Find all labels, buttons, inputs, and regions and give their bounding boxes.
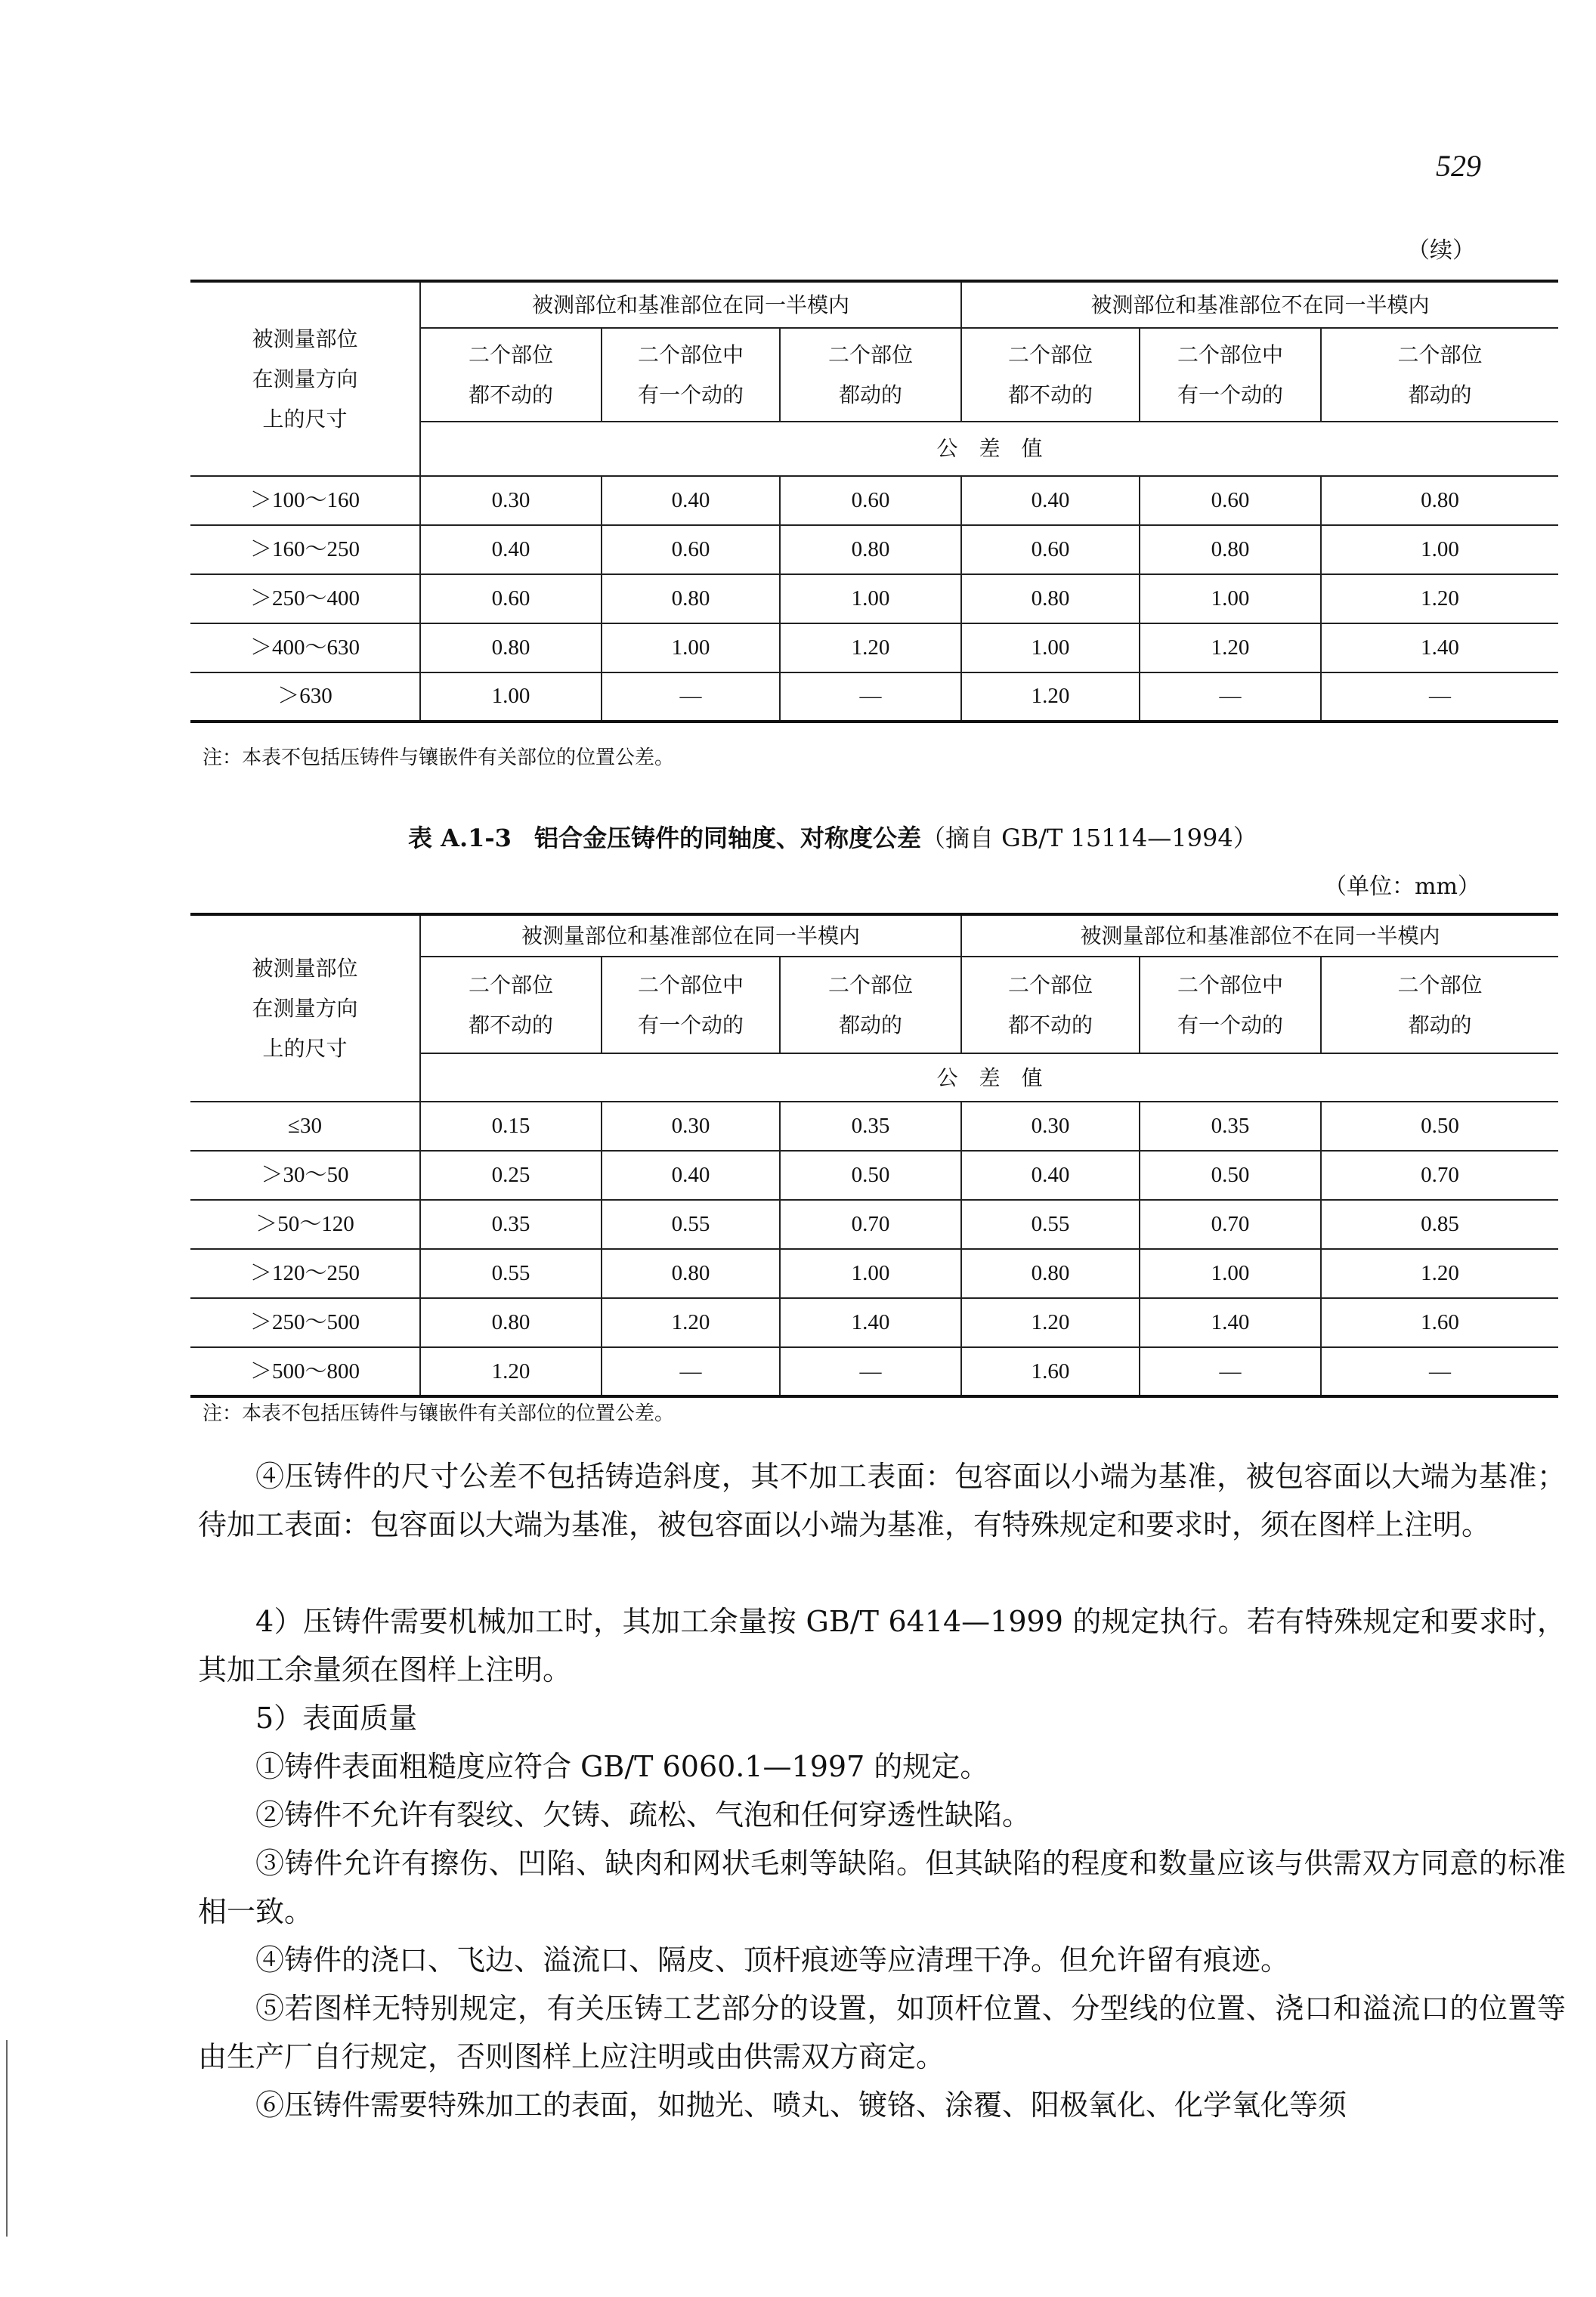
tolerance-value-cell: 0.40 xyxy=(420,525,602,574)
tolerance-value-cell: 1.40 xyxy=(1321,623,1558,672)
tolerance-value-cell: 0.25 xyxy=(420,1151,602,1200)
tolerance-value-cell: 0.60 xyxy=(780,476,961,525)
row-header-cell xyxy=(190,914,420,1102)
tolerance-value-cell: 1.20 xyxy=(602,1298,780,1347)
table-body xyxy=(190,1102,1558,1396)
sub-header-cell: 二个部位 都不动的 xyxy=(961,957,1140,1053)
table-row xyxy=(190,672,1558,722)
size-range-cell: ＞100～160 xyxy=(190,476,420,525)
tolerance-value-cell: 1.00 xyxy=(602,623,780,672)
tolerance-value-cell: 0.60 xyxy=(1140,476,1321,525)
table-row xyxy=(190,1102,1558,1151)
table-row xyxy=(190,1249,1558,1298)
table-row xyxy=(190,1298,1558,1347)
tolerance-value-cell: 0.40 xyxy=(961,476,1140,525)
group-header-different-half: 被测量部位和基准部位不在同一半模内 xyxy=(961,914,1558,957)
row-header-line: 在测量方向 xyxy=(252,996,358,1021)
tolerance-value-cell: 0.35 xyxy=(780,1102,961,1151)
tolerance-value-cell: 1.20 xyxy=(1321,574,1558,623)
tolerance-value-cell: — xyxy=(602,672,780,722)
tolerance-value-cell: 0.60 xyxy=(420,574,602,623)
tolerance-value-cell: 1.40 xyxy=(1140,1298,1321,1347)
tolerance-value-cell: — xyxy=(1321,672,1558,722)
table-row xyxy=(190,1347,1558,1396)
table-row xyxy=(190,574,1558,623)
sub-header-cell: 二个部位 都不动的 xyxy=(961,328,1140,422)
tolerance-value-cell: — xyxy=(1140,1347,1321,1396)
sub-header-cell: 二个部位 都动的 xyxy=(1321,957,1558,1053)
table-note: 注：本表不包括压铸件与镶嵌件有关部位的位置公差。 xyxy=(203,1402,675,1425)
tolerance-value-cell: 0.40 xyxy=(961,1151,1140,1200)
paragraph-item-6: ⑥压铸件需要特殊加工的表面，如抛光、喷丸、镀铬、涂覆、阳极氧化、化学氧化等须 xyxy=(255,2088,1347,2122)
table-continued-label: （续） xyxy=(1407,237,1475,264)
tolerance-value-cell: 0.30 xyxy=(602,1102,780,1151)
tolerance-value-cell: 0.70 xyxy=(1321,1151,1558,1200)
row-header-line: 上的尺寸 xyxy=(262,407,348,432)
sub-header-cell: 二个部位中 有一个动的 xyxy=(602,328,780,422)
sub-header-cell: 二个部位中 有一个动的 xyxy=(1140,957,1321,1053)
tolerance-value-cell: 1.00 xyxy=(1321,525,1558,574)
tolerance-value-cell: 1.20 xyxy=(961,672,1140,722)
sub-header-cell: 二个部位 都动的 xyxy=(780,957,961,1053)
tolerance-value-cell: 0.80 xyxy=(961,574,1140,623)
sub-header-cell: 二个部位 都动的 xyxy=(780,328,961,422)
tolerance-value-cell: 0.35 xyxy=(1140,1102,1321,1151)
tolerance-value-cell: 1.20 xyxy=(780,623,961,672)
tolerance-value-cell: 1.20 xyxy=(420,1347,602,1396)
tolerance-value-cell: 0.30 xyxy=(961,1102,1140,1151)
table-number: 表 A.1-3 xyxy=(408,824,512,852)
table-title xyxy=(408,819,1257,854)
row-header-line: 上的尺寸 xyxy=(262,1036,348,1062)
section-heading-surface-quality: 5）表面质量 xyxy=(255,1702,418,1735)
table-unit: （单位：mm） xyxy=(1324,873,1480,900)
tolerance-value-cell: — xyxy=(780,1347,961,1396)
coaxiality-symmetry-tolerance-table xyxy=(190,913,1558,1398)
tolerance-value-cell: 0.40 xyxy=(602,1151,780,1200)
tolerance-value-cell: 1.60 xyxy=(1321,1298,1558,1347)
sub-header-cell: 二个部位 都动的 xyxy=(1321,328,1558,422)
size-range-cell: ＞250～500 xyxy=(190,1298,420,1347)
paragraph-machining-allowance: 4）压铸件需要机械加工时，其加工余量按 GB/T 6414—1999 的规定执行。若有特殊规定和要求时，其加工余量须在图样上注明。 xyxy=(198,1605,1566,1686)
tolerance-value-cell: 0.70 xyxy=(1140,1200,1321,1249)
tolerance-value-cell: 1.00 xyxy=(780,574,961,623)
tolerance-value-cell: 0.85 xyxy=(1321,1200,1558,1249)
tolerance-value-cell: 0.50 xyxy=(780,1151,961,1200)
size-range-cell: ＞400～630 xyxy=(190,623,420,672)
tolerance-value-cell: 0.80 xyxy=(420,1298,602,1347)
size-range-cell: ＞250～400 xyxy=(190,574,420,623)
tolerance-table-continued xyxy=(190,280,1558,723)
size-range-cell: ＞50～120 xyxy=(190,1200,420,1249)
tolerance-value-cell: 1.60 xyxy=(961,1347,1140,1396)
paragraph-draft-angle: ④压铸件的尺寸公差不包括铸造斜度，其不加工表面：包容面以小端为基准，被包容面以大端为基准；待加工表面：包容面以大端为基准，被包容面以小端为基准，有特殊规定和要求时，须在图样上注明。 xyxy=(198,1460,1566,1541)
table-row xyxy=(190,476,1558,525)
tolerance-value-cell: 0.50 xyxy=(1321,1102,1558,1151)
group-header-same-half: 被测部位和基准部位在同一半模内 xyxy=(420,281,961,328)
tolerance-value-cell: — xyxy=(1321,1347,1558,1396)
tolerance-value-cell: 0.80 xyxy=(420,623,602,672)
tolerance-value-cell: 0.80 xyxy=(602,1249,780,1298)
tolerance-value-cell: 1.20 xyxy=(1140,623,1321,672)
tolerance-value-cell: 0.80 xyxy=(961,1249,1140,1298)
table-title-text: 铝合金压铸件的同轴度、对称度公差 xyxy=(534,824,921,852)
tolerance-value-cell: — xyxy=(1140,672,1321,722)
group-header-same-half: 被测量部位和基准部位在同一半模内 xyxy=(420,914,961,957)
tolerance-value-cell: 0.40 xyxy=(602,476,780,525)
size-range-cell: ＞630 xyxy=(190,672,420,722)
tolerance-value-cell: 1.20 xyxy=(961,1298,1140,1347)
tolerance-value-cell: 0.80 xyxy=(602,574,780,623)
table-row xyxy=(190,525,1558,574)
sub-header-cell: 二个部位中 有一个动的 xyxy=(1140,328,1321,422)
sub-header-cell: 二个部位 都不动的 xyxy=(420,957,602,1053)
page-number: 529 xyxy=(1436,149,1481,183)
paragraph-item-3: ③铸件允许有擦伤、凹陷、缺肉和网状毛刺等缺陷。但其缺陷的程度和数量应该与供需双方同意的标准相一致。 xyxy=(198,1847,1566,1928)
tolerance-value-cell: 1.00 xyxy=(780,1249,961,1298)
paragraph-item-1: ①铸件表面粗糙度应符合 GB/T 6060.1—1997 的规定。 xyxy=(255,1750,989,1783)
paragraph-item-2: ②铸件不允许有裂纹、欠铸、疏松、气泡和任何穿透性缺陷。 xyxy=(255,1798,1032,1832)
scan-margin-line xyxy=(6,2040,8,2237)
tolerance-value-cell: 0.60 xyxy=(602,525,780,574)
size-range-cell: ＞500～800 xyxy=(190,1347,420,1396)
tolerance-value-cell: 1.00 xyxy=(961,623,1140,672)
sub-header-cell: 二个部位 都不动的 xyxy=(420,328,602,422)
tolerance-value-cell: 0.15 xyxy=(420,1102,602,1151)
size-range-cell: ≤30 xyxy=(190,1102,420,1151)
tolerance-value-cell: 1.00 xyxy=(1140,574,1321,623)
table-row xyxy=(190,623,1558,672)
tolerance-value-cell: 0.50 xyxy=(1140,1151,1321,1200)
row-header-line: 被测量部位 xyxy=(252,955,358,981)
tolerance-value-cell: 0.55 xyxy=(420,1249,602,1298)
size-range-cell: ＞160～250 xyxy=(190,525,420,574)
size-range-cell: ＞120～250 xyxy=(190,1249,420,1298)
tolerance-value-cell: 1.00 xyxy=(420,672,602,722)
tolerance-value-cell: 1.40 xyxy=(780,1298,961,1347)
tolerance-value-header: 公 差 值 xyxy=(420,1053,1558,1102)
table-source: （摘自 GB/T 15114—1994） xyxy=(920,824,1257,852)
tolerance-value-cell: 1.00 xyxy=(1140,1249,1321,1298)
tolerance-value-header: 公 差 值 xyxy=(420,422,1558,476)
sub-header-cell: 二个部位中 有一个动的 xyxy=(602,957,780,1053)
tolerance-value-cell: 0.30 xyxy=(420,476,602,525)
tolerance-value-cell: 0.80 xyxy=(1321,476,1558,525)
tolerance-value-cell: 0.60 xyxy=(961,525,1140,574)
paragraph-item-4: ④铸件的浇口、飞边、溢流口、隔皮、顶杆痕迹等应清理干净。但允许留有痕迹。 xyxy=(255,1943,1290,1977)
tolerance-value-cell: 0.55 xyxy=(961,1200,1140,1249)
tolerance-value-cell: 0.80 xyxy=(1140,525,1321,574)
tolerance-value-cell: 0.70 xyxy=(780,1200,961,1249)
row-header-line: 在测量方向 xyxy=(252,366,358,391)
group-header-different-half: 被测部位和基准部位不在同一半模内 xyxy=(961,281,1558,328)
tolerance-value-cell: 0.80 xyxy=(780,525,961,574)
tolerance-value-cell: 0.35 xyxy=(420,1200,602,1249)
paragraph-item-5: ⑤若图样无特别规定，有关压铸工艺部分的设置，如顶杆位置、分型线的位置、浇口和溢流口的位置等由生产厂自行规定，否则图样上应注明或由供需双方商定。 xyxy=(198,1992,1566,2073)
size-range-cell: ＞30～50 xyxy=(190,1151,420,1200)
row-header-cell xyxy=(190,281,420,476)
tolerance-value-cell: — xyxy=(780,672,961,722)
table-body xyxy=(190,476,1558,722)
table-row xyxy=(190,1151,1558,1200)
tolerance-value-cell: 0.55 xyxy=(602,1200,780,1249)
row-header-line: 被测量部位 xyxy=(252,326,358,351)
table-note: 注：本表不包括压铸件与镶嵌件有关部位的位置公差。 xyxy=(203,747,675,769)
table-row xyxy=(190,1200,1558,1249)
tolerance-value-cell: 1.20 xyxy=(1321,1249,1558,1298)
tolerance-value-cell: — xyxy=(602,1347,780,1396)
